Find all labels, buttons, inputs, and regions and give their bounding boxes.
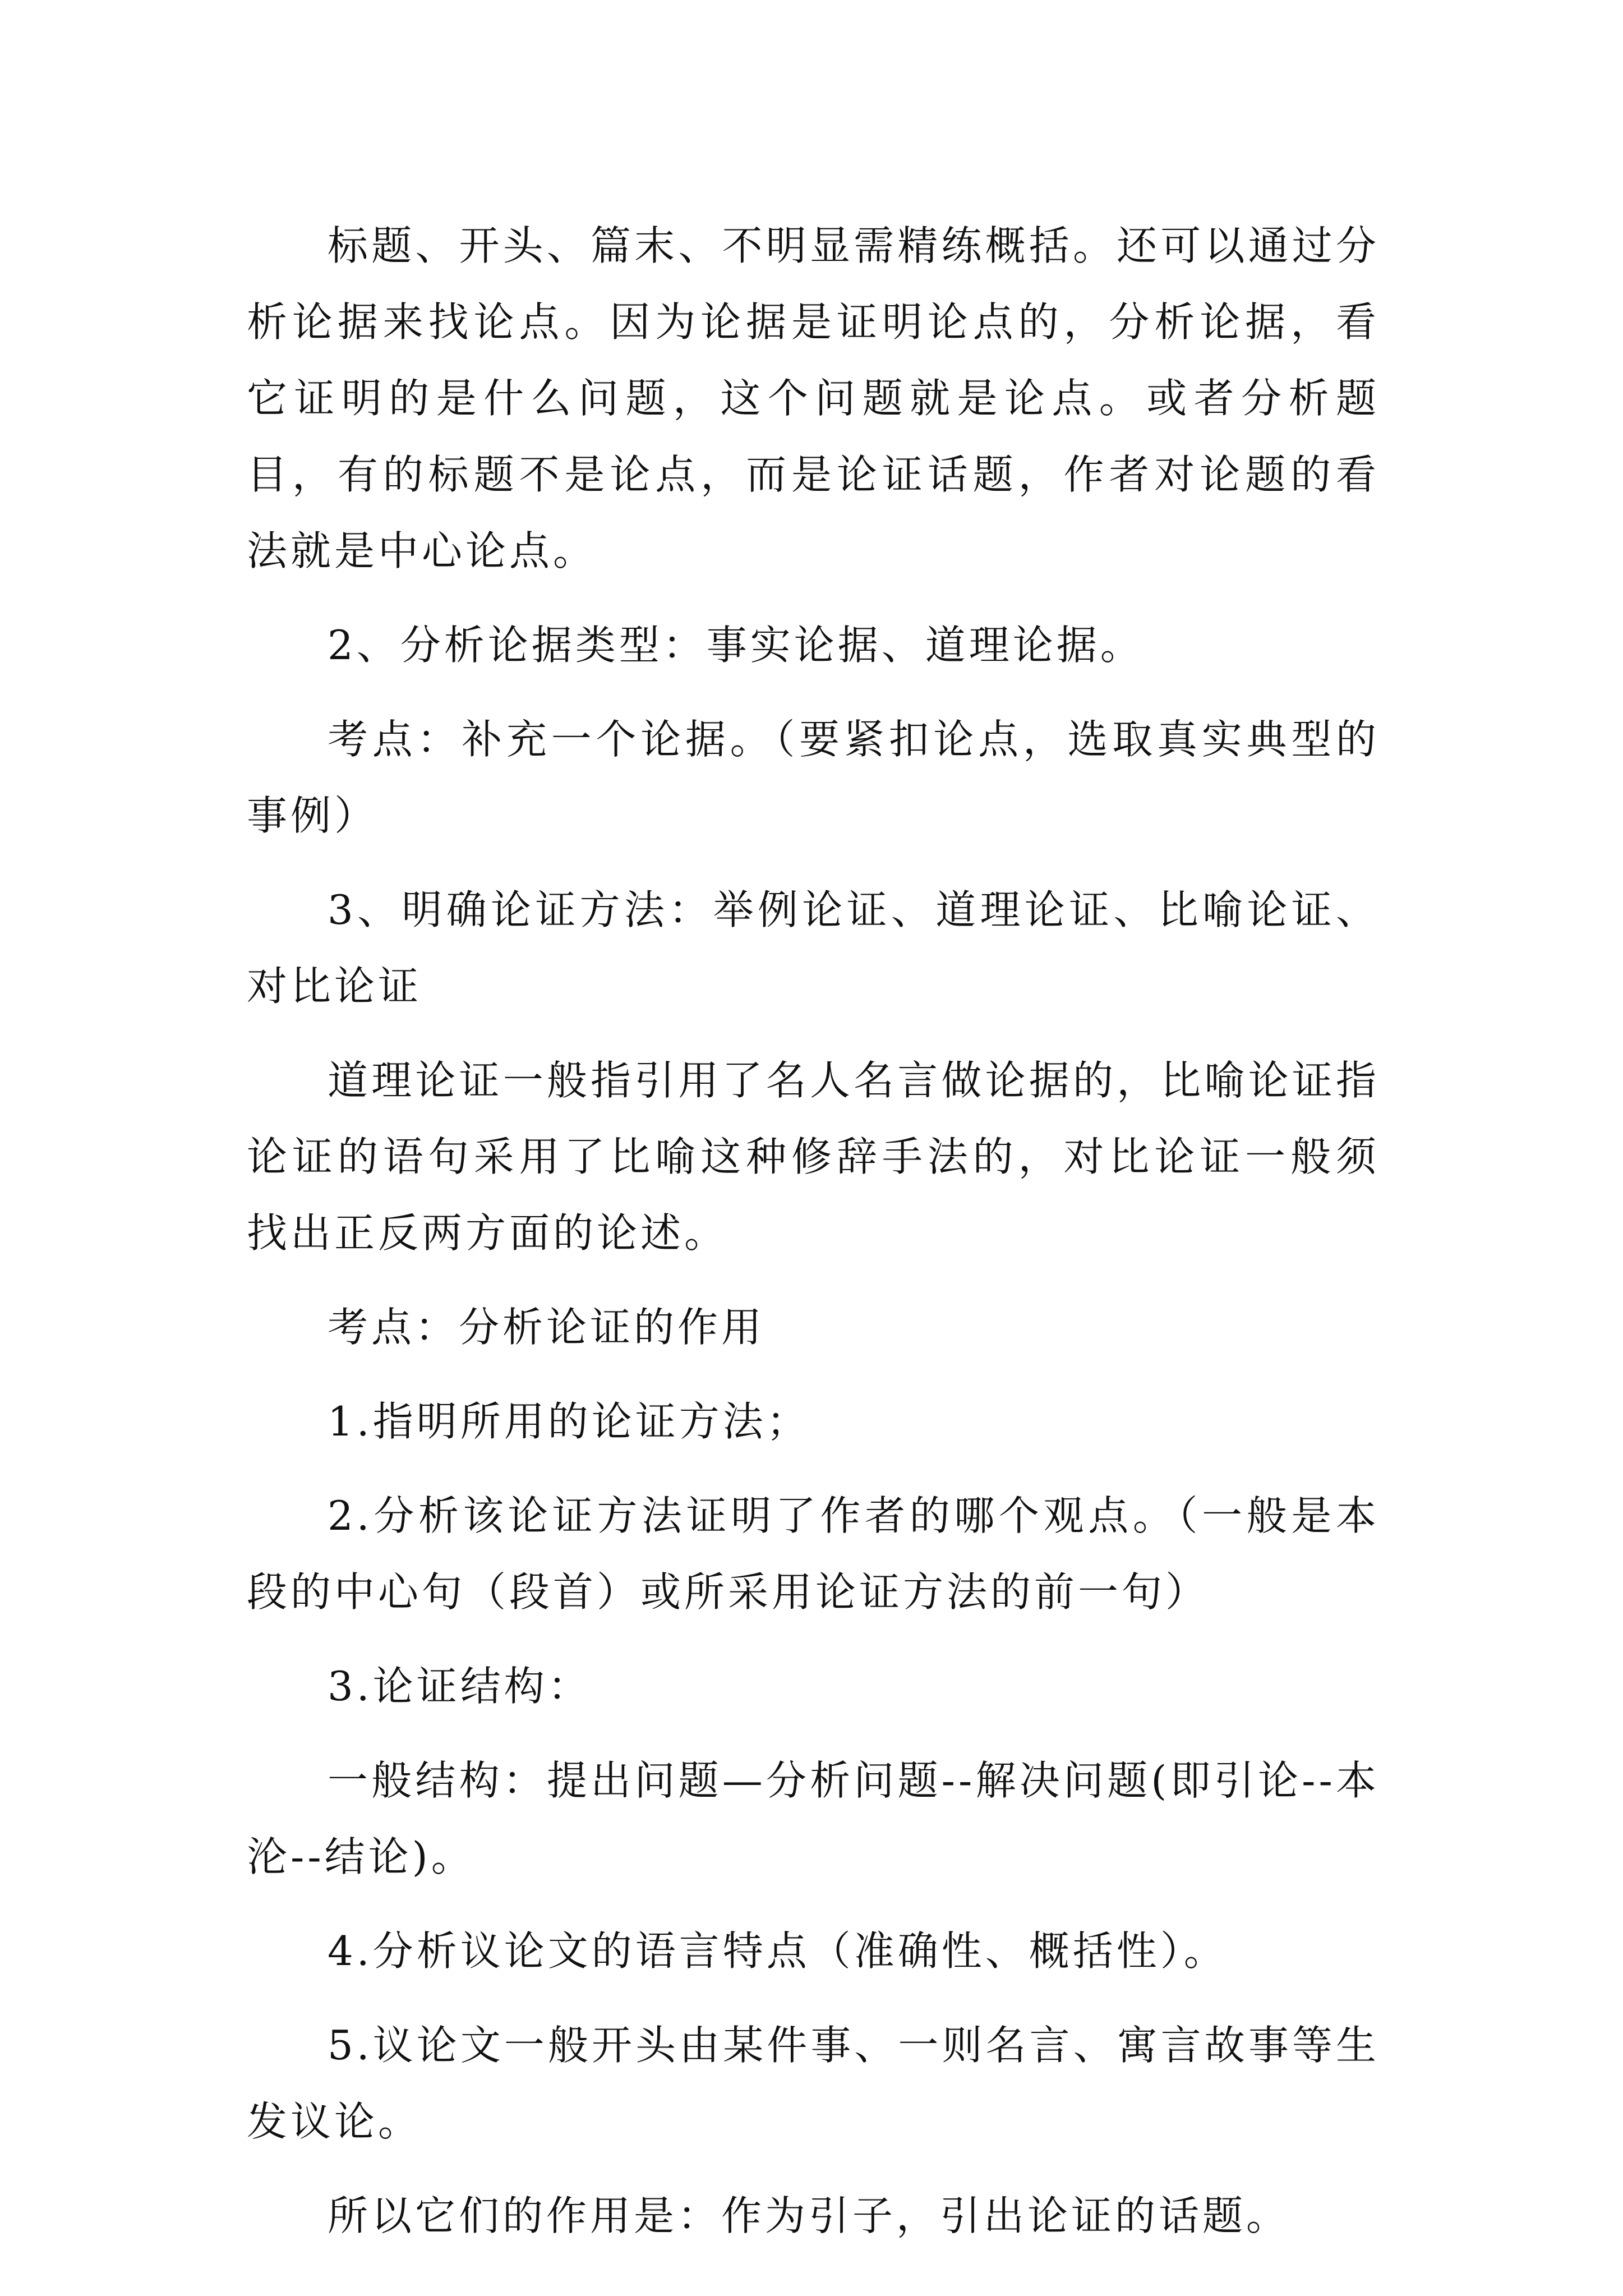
paragraph-1: 标题、开头、篇末、不明显需精练概括。还可以通过分析论据来找论点。因为论据是证明论点的，分析论据，看它证明的是什么问题，这个问题就是论点。或者分析题目，有的标题不是论点，而是论证话题，作者对论题的看法就是中心论点。: [247, 222, 1380, 574]
paragraph-5: 道理论证一般指引用了名人名言做论据的，比喻论证指论证的语句采用了比喻这种修辞手法的，对比论证一般须找出正反两方面的论述。: [247, 1057, 1380, 1257]
paragraph-9: 3.论证结构：: [328, 1663, 592, 1710]
paragraph-11: 4.分析议论文的语言特点（准确性、概括性）。: [328, 1927, 1228, 1975]
paragraph-13: 所以它们的作用是：作为引子，引出论证的话题。: [328, 2192, 1290, 2239]
paragraph-3: 考点：补充一个论据。（要紧扣论点，选取真实典型的事例）: [247, 716, 1380, 839]
paragraph-6: 考点：分析论证的作用: [328, 1304, 766, 1351]
paragraph-12: 5.议论文一般开头由某件事、一则名言、寓言故事等生发议论。: [247, 2022, 1380, 2145]
paragraph-2: 2、分析论据类型：事实论据、道理论据。: [328, 622, 1144, 669]
paragraph-8: 2.分析该论证方法证明了作者的哪个观点。（一般是本段的中心句（段首）或所采用论证方法的前一句）: [247, 1492, 1380, 1616]
paragraph-4: 3、明确论证方法：举例论证、道理论证、比喻论证、对比论证: [247, 886, 1380, 1010]
paragraph-10: 一般结构：提出问题—分析问题--解决问题(即引论--本沦--结论)。: [247, 1757, 1380, 1880]
paragraph-7: 1.指明所用的论证方法；: [328, 1398, 810, 1445]
document-body: [247, 208, 1380, 2272]
